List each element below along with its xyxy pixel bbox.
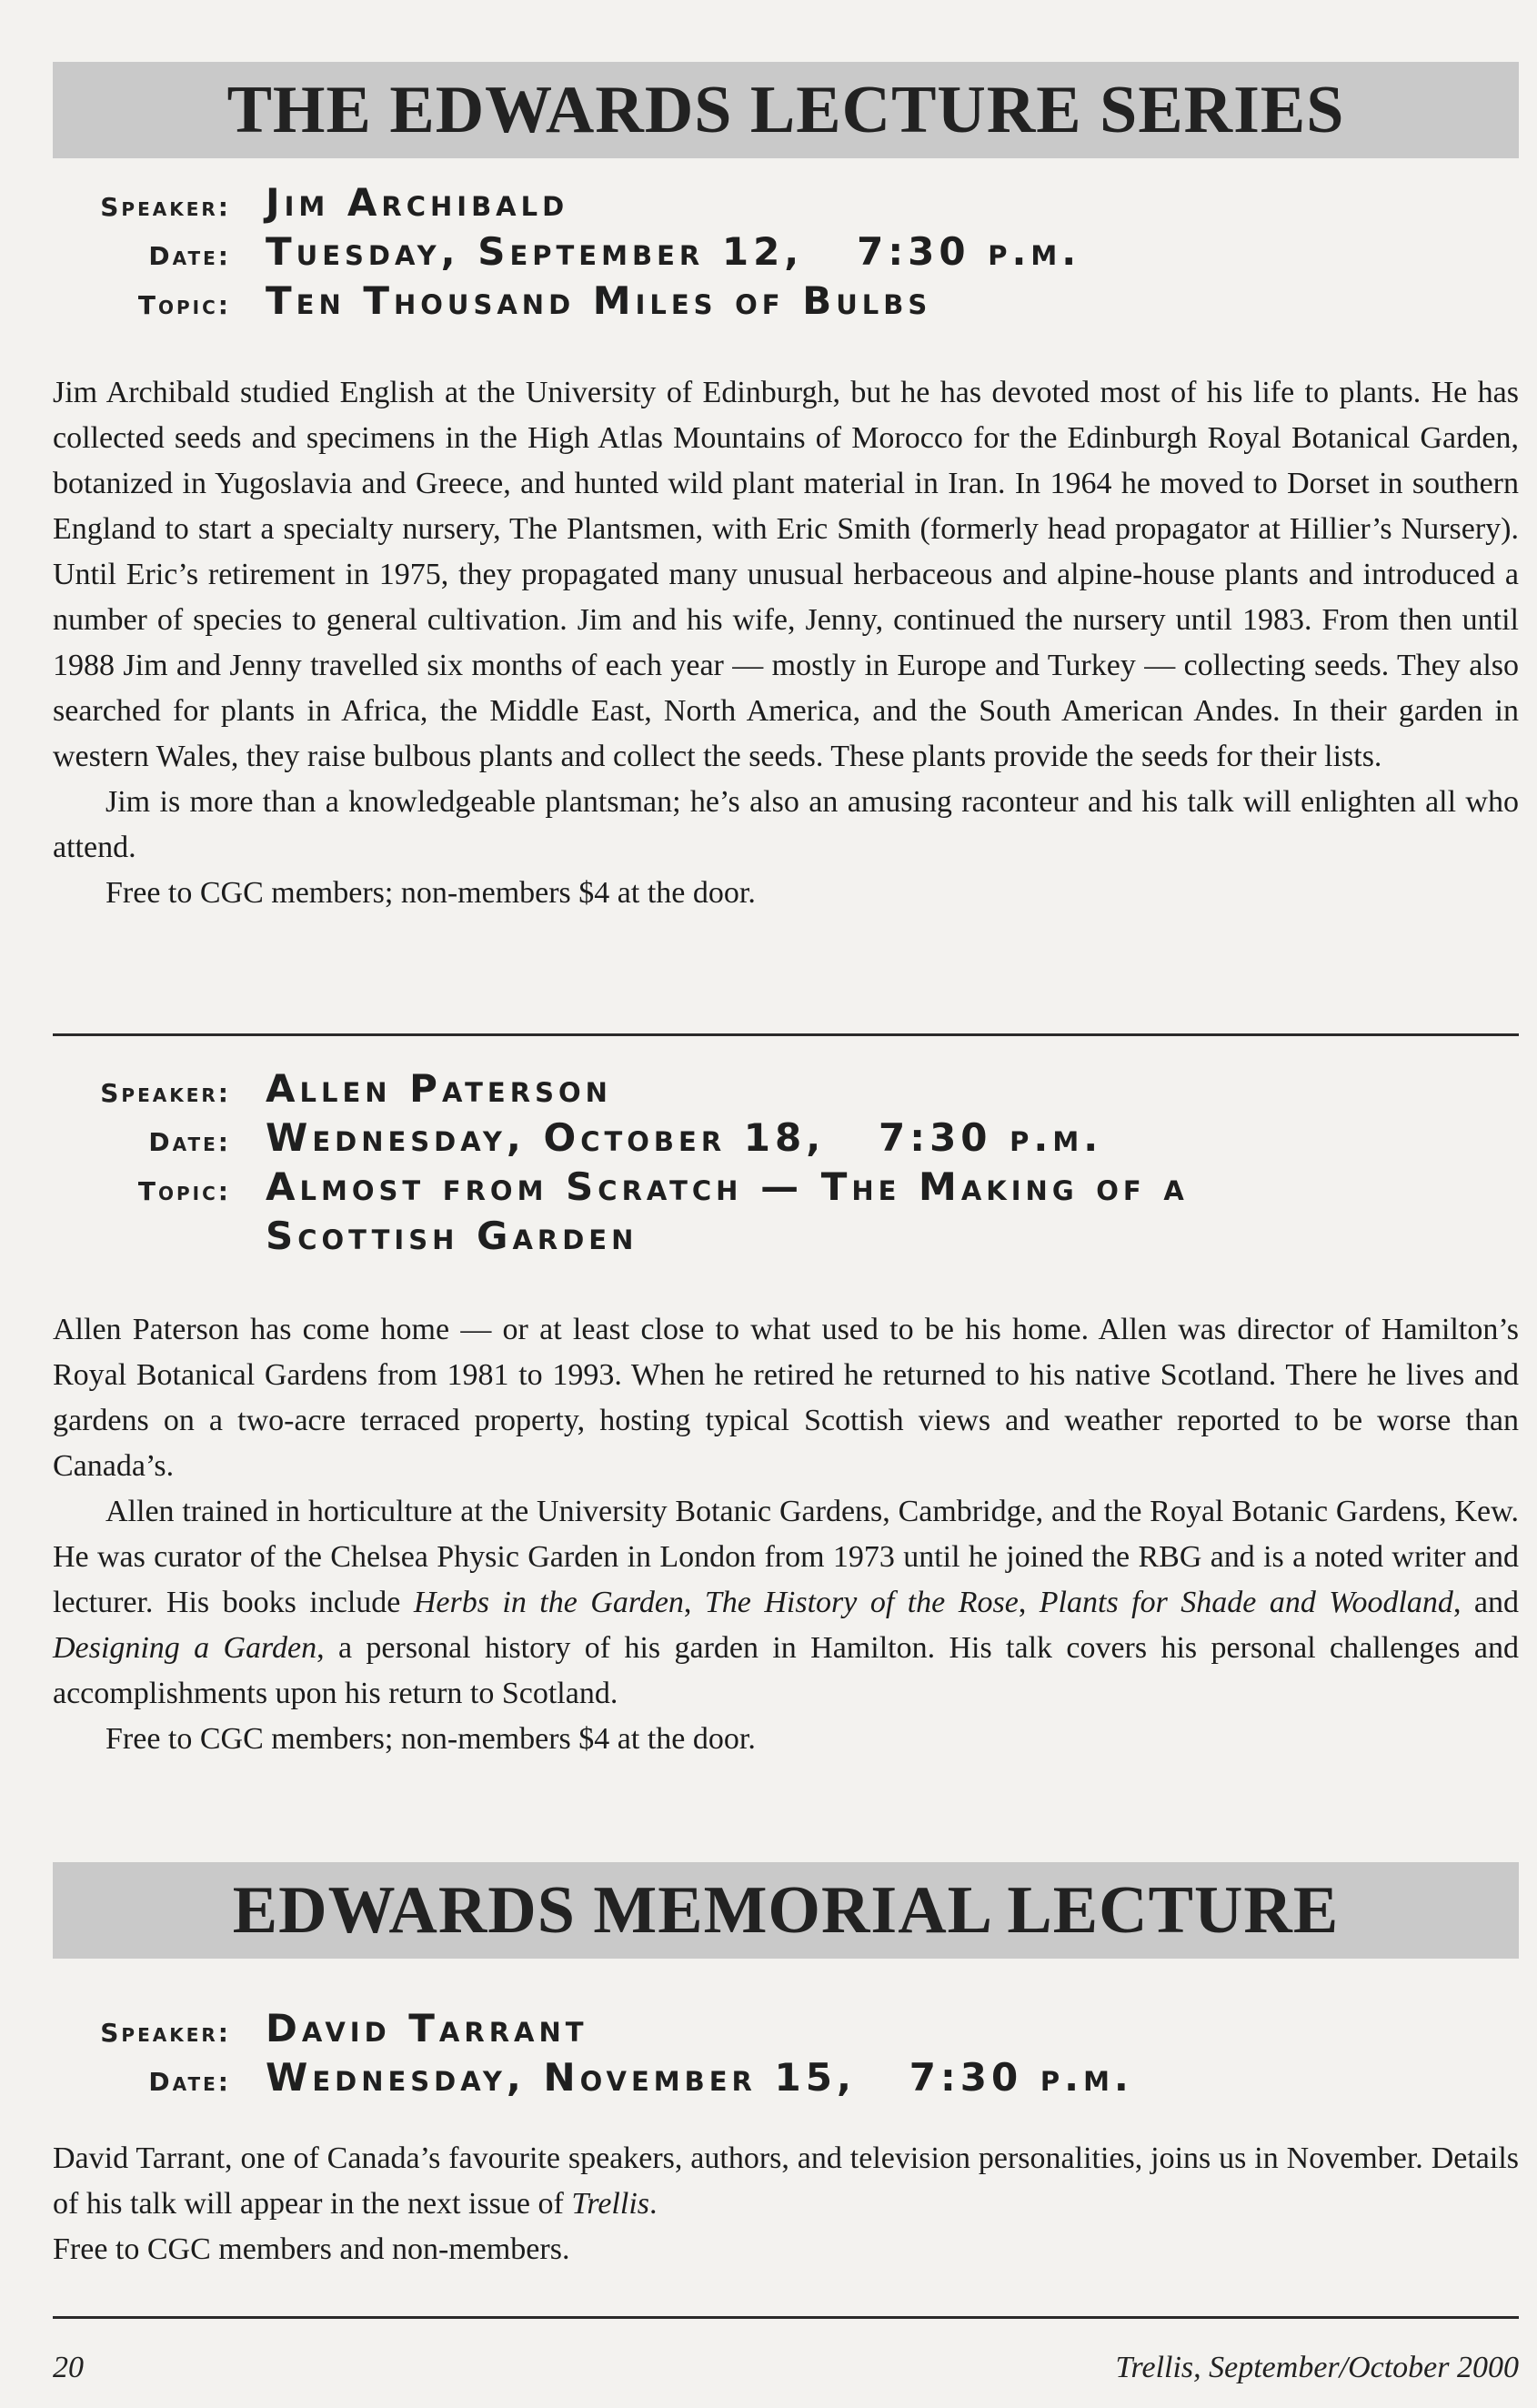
date-row: [53, 2053, 1521, 2102]
footer-divider: [53, 2316, 1519, 2319]
paragraph-text: , a personal history of his garden in Hamilton. His talk covers his personal challenges and accomplishments upon his return to Scotland.: [53, 1631, 1519, 1710]
newsletter-page: [53, 0, 1521, 2408]
date-label: Date:: [148, 2067, 231, 2097]
speaker-label: Speaker:: [100, 192, 231, 222]
separator-text: ,: [1018, 1586, 1040, 1619]
lecture-3-description: [53, 2136, 1519, 2272]
lecture-3-info: [53, 2004, 1521, 2102]
topic-label: Topic:: [137, 290, 231, 320]
lecture-date: Tuesday, September 12, 7:30 p.m.: [266, 229, 1081, 274]
lecture-2-paragraph-1: Allen Paterson has come home — or at least close to what used to be his home. Allen was director of Hamilton’s Royal Botanical Gardens from 1981 to 1993. When he retired he returned to his native Scotland. There he lives and gardens on a two-acre terraced property, hosting typical Scottish views and weather reported to be worse than Canada’s.: [53, 1313, 1519, 1483]
book-title: Designing a Garden: [53, 1631, 317, 1665]
speaker-row: [53, 2004, 1521, 2053]
date-label: Date:: [148, 1127, 231, 1157]
separator-text: ,: [683, 1586, 705, 1619]
series-title: THE EDWARDS LECTURE SERIES: [226, 72, 1345, 147]
lecture-2-info: [53, 1064, 1521, 1261]
book-title: Herbs in the Garden: [413, 1586, 684, 1619]
lecture-3-admission: Free to CGC members and non-members.: [53, 2232, 570, 2266]
lecture-date: Wednesday, October 18, 7:30 p.m.: [266, 1115, 1103, 1160]
lecture-1-description: [53, 370, 1519, 916]
publication-title: Trellis: [571, 2187, 649, 2221]
lecture-2-paragraph-2: [53, 1489, 1519, 1717]
date-label: Date:: [148, 241, 231, 271]
paragraph-text: David Tarrant, one of Canada’s favourite speakers, authors, and television personalities, joins us in November. Details of his talk will appear in the next issue of: [53, 2141, 1519, 2221]
lecture-topic: Almost from Scratch — The Making of a Scottish Garden: [266, 1164, 1189, 1258]
page-number: 20: [53, 2351, 84, 2384]
date-row: [53, 227, 1521, 277]
speaker-row: [53, 178, 1521, 227]
lecture-2-admission: Free to CGC members; non-members $4 at the door.: [105, 1722, 756, 1756]
speaker-label: Speaker:: [100, 2018, 231, 2048]
lecture-2-description: [53, 1307, 1519, 1762]
date-row: [53, 1113, 1521, 1163]
memorial-title: EDWARDS MEMORIAL LECTURE: [232, 1872, 1340, 1948]
speaker-name: David Tarrant: [266, 2006, 588, 2050]
speaker-name: Allen Paterson: [266, 1066, 612, 1111]
lecture-topic: Ten Thousand Miles of Bulbs: [266, 278, 932, 323]
topic-row: [53, 277, 1521, 326]
speaker-label: Speaker:: [100, 1078, 231, 1108]
lecture-date: Wednesday, November 15, 7:30 p.m.: [266, 2055, 1133, 2100]
lecture-1-info: [53, 178, 1521, 326]
memorial-title-banner: [53, 1862, 1519, 1959]
paragraph-text: Allen trained in horticulture at the University Botanic Gardens, Cambridge, and the Royal Botanic Gardens, Kew. He was curator of the Chelsea Physic Garden in London from 1973 until he joined the RBG and is a noted writer and lecturer. His books include: [53, 1495, 1519, 1619]
book-title: Plants for Shade and Woodland: [1039, 1586, 1453, 1619]
lecture-1-paragraph-2: Jim is more than a knowledgeable plantsman; he’s also an amusing raconteur and his talk will enlighten all who attend.: [53, 785, 1519, 864]
topic-label: Topic:: [137, 1176, 231, 1206]
topic-row: [53, 1163, 1521, 1261]
separator-text: , and: [1452, 1586, 1519, 1619]
lecture-1-admission: Free to CGC members; non-members $4 at the door.: [105, 876, 756, 910]
speaker-row: [53, 1064, 1521, 1113]
section-divider: [53, 1033, 1519, 1036]
issue-name: Trellis, September/October 2000: [1115, 2351, 1519, 2384]
speaker-name: Jim Archibald: [266, 180, 569, 225]
paragraph-text: .: [649, 2187, 658, 2221]
page-footer: [53, 2351, 1519, 2385]
book-title: The History of the Rose: [704, 1586, 1019, 1619]
lecture-3-paragraph-1: [53, 2136, 1519, 2227]
lecture-1-paragraph-1: Jim Archibald studied English at the University of Edinburgh, but he has devoted most of his life to plants. He has collected seeds and specimens in the High Atlas Mountains of Morocco for the Edinburgh Royal Botanical Garden, botanized in Yugoslavia and Greece, and hunted wild plant material in Iran. In 1964 he moved to Dorset in southern England to start a specialty nursery, The Plantsmen, with Eric Smith (formerly head propagator at Hillier’s Nursery). Until Eric’s retirement in 1975, they propagated many unusual herbaceous and alpine-house plants and introduced a number of species to general cultivation. Jim and his wife, Jenny, continued the nursery until 1983. From then until 1988 Jim and Jenny travelled six months of each year — mostly in Europe and Turkey — collecting seeds. They also searched for plants in Africa, the Middle East, North America, and the South American Andes. In their garden in western Wales, they raise bulbous plants and collect the seeds. These plants provide the seeds for their lists.: [53, 376, 1519, 773]
series-title-banner: [53, 62, 1519, 158]
